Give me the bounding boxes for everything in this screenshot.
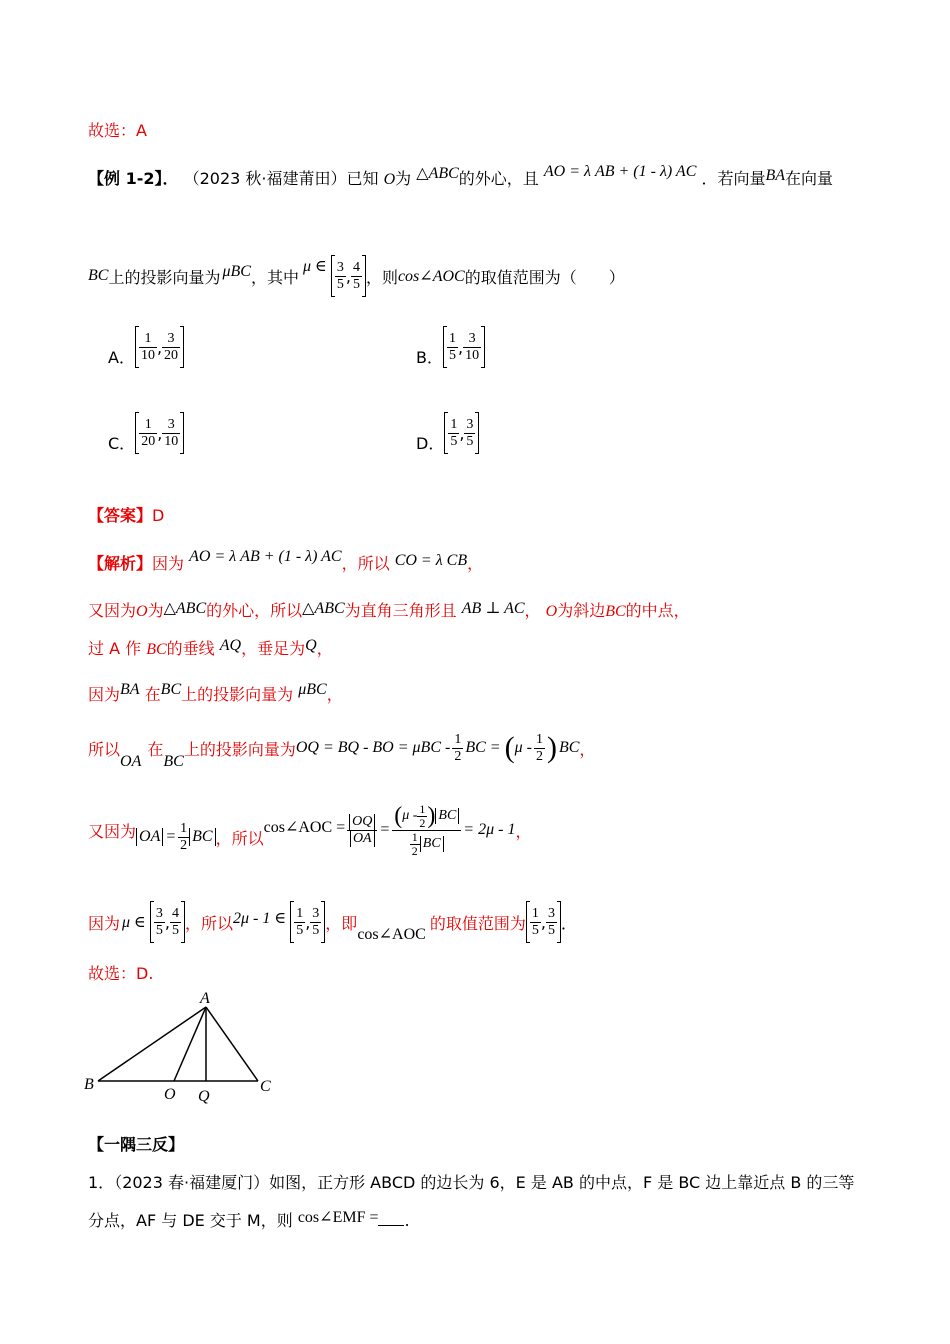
math-vector-eq: AO = λ AB + (1 - λ) AC (189, 548, 342, 565)
text: ， (467, 554, 484, 573)
den: 5 (312, 922, 320, 938)
fraction-half (410, 831, 420, 858)
fraction (335, 260, 346, 293)
math-abs-OA: OA (136, 828, 163, 846)
bracket-right (180, 326, 184, 368)
text: ． (560, 913, 577, 933)
text: ，即 (325, 913, 358, 933)
fraction (170, 906, 181, 939)
math-cos: cos∠AOC (357, 926, 426, 943)
den: 5 (171, 922, 179, 938)
option-label: A． (108, 347, 135, 367)
fraction (351, 260, 362, 293)
text: 因为 (88, 913, 121, 933)
math-mu-minus: μ - (514, 739, 532, 756)
num: 3 (155, 905, 163, 921)
fraction (463, 331, 481, 364)
den: 2 (454, 748, 462, 764)
example-line-2: BC 上的投影向量为 μBC ，其中 μ ∈ $\frac{3}{5}$ , $\frac{4}{5}$ ，则 cos∠AOC 的取值范围为（ ） (88, 256, 625, 296)
math-cos: cos∠AOC = (263, 819, 346, 836)
math-triangle: △ABC (302, 600, 345, 617)
option-label: C． (108, 433, 136, 453)
text: 在 (147, 739, 164, 759)
den: 2 (411, 843, 418, 858)
fraction-half (534, 732, 545, 765)
den: 5 (352, 276, 360, 292)
text: 在向量 (785, 169, 834, 188)
analysis-line-6 (88, 792, 531, 868)
fraction (139, 417, 157, 450)
num: 3 (162, 417, 180, 434)
option-d[interactable]: D． $\frac{1}{5}$ , $\frac{3}{5}$ (416, 412, 479, 454)
math-cos: cos∠AOC (397, 268, 465, 285)
section-heading: 【一隅三反】 (88, 1135, 185, 1154)
math-cos: cos∠EMF = (297, 1209, 379, 1226)
answer-label: 【答案】 (88, 506, 153, 525)
num: 1 (180, 820, 188, 836)
den: 10 (164, 433, 179, 449)
text: 因为 (88, 685, 121, 704)
den: 5 (547, 922, 555, 938)
text: 为 (395, 169, 412, 188)
num: 1 (296, 905, 304, 921)
fraction-complex (392, 803, 461, 858)
text: 又因为 (88, 601, 137, 620)
text: ， (579, 739, 596, 759)
den: 5 (531, 922, 539, 938)
answer-line (88, 503, 164, 526)
text: ， (524, 601, 541, 620)
text: ，则 (365, 267, 398, 287)
text: 的外心，所以 (206, 601, 303, 620)
text: 的中点， (625, 601, 690, 620)
den: 2 (180, 837, 188, 853)
num: 4 (171, 905, 179, 921)
triangle-figure (80, 985, 280, 1105)
math-eq: BC = (465, 739, 501, 756)
math-vector-eq: AO = λ AB + (1 - λ) AC (543, 163, 697, 180)
num: 3 (547, 905, 555, 921)
text: 上的投影向量为 (183, 739, 296, 759)
num: 1 (531, 905, 539, 921)
math-AQ: AQ (219, 637, 242, 654)
exercise-text: 分点，AF 与 DE 交于 M，则 (88, 1211, 293, 1230)
fraction (530, 906, 541, 939)
text: ，其中 (250, 267, 299, 287)
answer-blank[interactable] (378, 1225, 404, 1226)
den: 5 (450, 433, 458, 449)
num: 1 (448, 330, 456, 346)
text: 又因为 (88, 821, 137, 841)
math-Q: Q (305, 637, 317, 654)
den: 10 (140, 347, 155, 363)
den: 5 (296, 922, 304, 938)
num: 3 (463, 331, 481, 348)
side-AC (206, 1007, 258, 1081)
math-O: O (545, 603, 558, 620)
num: 3 (312, 905, 320, 921)
num: 1 (454, 731, 462, 747)
math-abs-OQ: OQ (349, 814, 375, 830)
text: 的取值范围为（ ） (464, 267, 625, 287)
example-label: 【例 1-2】． (88, 169, 179, 188)
text: 过 A 作 (88, 639, 142, 658)
exercise-source: （2023 春·福建厦门） (114, 1173, 270, 1192)
num: 1 (450, 416, 458, 432)
exercise-text: 如图，正方形 ABCD 的边长为 6，E 是 AB 的中点，F 是 BC 边上靠近点 B 的三等 (269, 1173, 855, 1192)
num: 1 (139, 331, 157, 348)
fraction (464, 417, 475, 450)
bracket-right (475, 412, 479, 454)
fraction (154, 906, 165, 939)
text: 为 (147, 601, 164, 620)
den: 20 (141, 433, 156, 449)
math-result: = 2μ - 1 (463, 821, 516, 838)
text: 上的投影向量为 (181, 685, 294, 704)
num: 1 (419, 801, 426, 816)
math-BC: BC (605, 603, 626, 620)
analysis-label: 【解析】 (88, 554, 153, 573)
option-label: D． (416, 433, 445, 453)
text: 在 (144, 685, 161, 704)
math-triangle: △ABC (416, 165, 459, 182)
math-O: O (383, 171, 396, 188)
math-mu-minus: μ - (402, 808, 418, 823)
math-eq: = (165, 828, 177, 845)
example-line-1 (88, 163, 834, 189)
text: 已知 (346, 169, 379, 188)
math-abs-BC: BC (189, 828, 215, 846)
math-BC: BC (146, 641, 167, 658)
paren-right: ) (427, 803, 436, 829)
option-label: B． (416, 347, 443, 367)
math-OA: OA (120, 753, 142, 770)
math-muBC: μBC (298, 681, 327, 698)
fraction-oq-oa (347, 814, 377, 847)
fraction (162, 331, 180, 364)
text: 所以 (88, 739, 121, 759)
analysis-line-2 (88, 598, 690, 621)
text: ，所以 (184, 913, 233, 933)
math-BC: BC (163, 753, 184, 770)
num: 3 (162, 331, 180, 348)
fraction (546, 906, 557, 939)
fraction (447, 331, 458, 364)
label-C: C (260, 1078, 271, 1095)
math-co-eq: CO = λ CB (394, 552, 468, 569)
math-muBC: μBC (222, 263, 251, 280)
den: 2 (419, 815, 426, 830)
num: 3 (336, 259, 344, 275)
text: ，所以 (215, 828, 264, 848)
math-BA: BA (120, 681, 140, 698)
math-projection-eq: OQ = BQ - BO = μBC - (295, 739, 451, 756)
math-mu-in: μ ∈ (302, 258, 327, 275)
paren-right: ) (546, 731, 557, 764)
text: 的垂线 (166, 639, 215, 658)
fraction (162, 417, 180, 450)
exercise-number: 1． (88, 1173, 115, 1192)
num: 1 (139, 417, 157, 434)
den: 5 (155, 922, 163, 938)
exercise-line-2 (88, 1208, 410, 1231)
text: 的外心，且 (458, 169, 539, 188)
fraction (448, 417, 459, 450)
den: 5 (448, 347, 456, 363)
math-range-eq: 2μ - 1 ∈ (233, 910, 287, 927)
den: 10 (465, 347, 480, 363)
paren-left: ( (504, 731, 515, 764)
den: 20 (164, 347, 179, 363)
option-c[interactable]: C． $\frac{1}{20}$ , $\frac{3}{10}$ (108, 412, 184, 454)
text: 因为 (152, 554, 185, 573)
math-eq: = (379, 821, 391, 838)
label-Q: Q (198, 1088, 210, 1105)
text: ， (515, 821, 532, 841)
previous-answer: 故选：A (88, 121, 147, 140)
math-triangle: △ABC (163, 600, 207, 617)
text: ，所以 (341, 554, 390, 573)
fraction (139, 331, 157, 364)
text: 为直角三角形且 (344, 601, 457, 620)
math-abs-OA: OA (350, 831, 375, 847)
fraction (294, 906, 305, 939)
text: 上的投影向量为 (108, 267, 221, 287)
paren-left: ( (394, 803, 403, 829)
answer-value: D (152, 506, 165, 525)
den: 5 (336, 276, 344, 292)
text: 为斜边 (557, 601, 606, 620)
num: 1 (535, 731, 543, 747)
num: 1 (411, 829, 418, 844)
example-source: （2023 秋·福建莆田） (183, 169, 347, 188)
math-BC: BC (160, 681, 182, 698)
option-a[interactable]: A． $\frac{1}{10}$ , $\frac{3}{20}$ (108, 326, 184, 368)
math-O: O (136, 603, 148, 620)
fraction-half (417, 803, 427, 830)
math-BC: BC (88, 267, 109, 284)
math-BC: BC (558, 739, 580, 756)
math-BA: BA (765, 167, 786, 184)
label-O: O (164, 1086, 176, 1103)
fraction-half (452, 732, 463, 765)
text: 的取值范围为 (429, 913, 526, 933)
analysis-line-4 (88, 682, 343, 705)
text: ．若向量 (701, 169, 766, 188)
text: ， (316, 639, 333, 658)
analysis-line-7: 因为 μ ∈ $\frac{3}{5}$ , $\frac{4}{5}$ ，所以 2μ - 1 ∈ $\frac{1}{5}$ , $\frac{3}{5}$ ，即 cos∠AOC 的取值范围为 $\frac{1}{5}$ , $\frac{3}{5}$ ． (88, 900, 577, 944)
fraction-half (178, 821, 189, 854)
label-B: B (84, 1076, 94, 1093)
analysis-line-3 (88, 636, 333, 659)
text: ， (326, 685, 343, 704)
option-b[interactable]: B． $\frac{1}{5}$ , $\frac{3}{10}$ (416, 326, 485, 368)
math-mu-in: μ ∈ (122, 914, 146, 931)
bracket-right (180, 412, 184, 454)
num: 4 (352, 259, 360, 275)
bracket-right (481, 326, 485, 368)
final-answer: 故选：D. (88, 964, 154, 983)
math-perp: AB ⊥ AC (461, 600, 525, 617)
num: 3 (466, 416, 474, 432)
text: . (404, 1211, 410, 1230)
exercise-line-1 (88, 1170, 854, 1193)
analysis-line-1 (88, 548, 484, 574)
fraction (310, 906, 321, 939)
den: 2 (535, 748, 543, 764)
math-abs-BC: BC (435, 808, 459, 824)
analysis-line-5 (88, 726, 595, 770)
math-abs-BC: BC (420, 836, 444, 852)
den: 5 (466, 433, 474, 449)
label-A: A (200, 990, 210, 1007)
text: ，垂足为 (241, 639, 306, 658)
